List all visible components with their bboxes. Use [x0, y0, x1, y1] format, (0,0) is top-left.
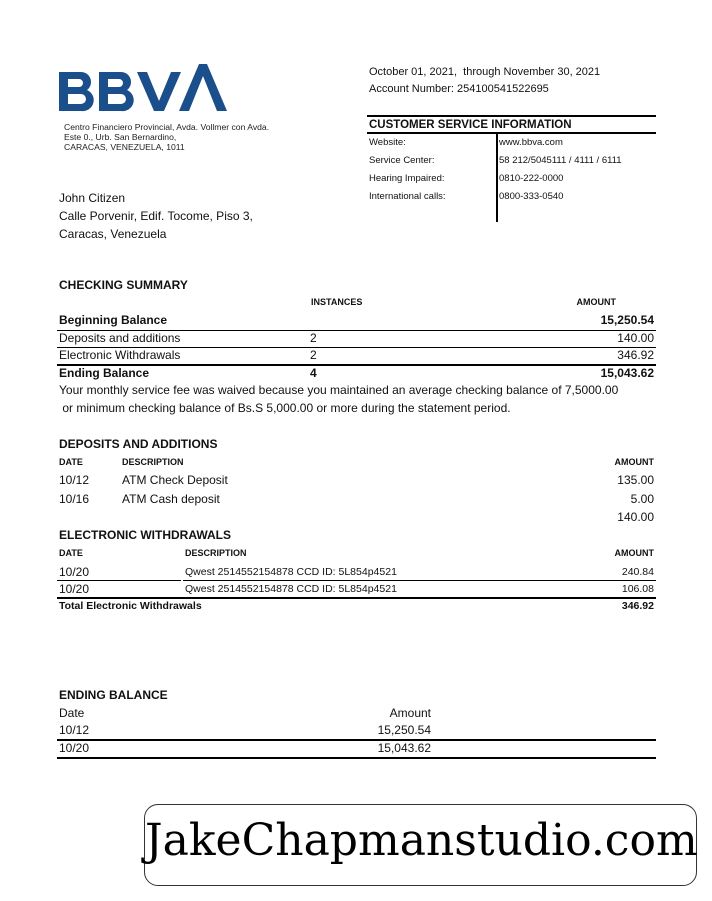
- customer-address: [59, 189, 253, 243]
- customer-service-box: [367, 115, 656, 222]
- watermark-banner: [144, 804, 697, 886]
- deposit-date: 10/12: [59, 473, 90, 487]
- deposit-amount: 135.00: [617, 473, 654, 487]
- summary-instances: 2: [310, 331, 317, 345]
- withdrawal-date: 10/20: [59, 582, 90, 596]
- col-description: DESCRIPTION: [122, 457, 184, 467]
- col-instances: INSTANCES: [311, 297, 363, 307]
- deposits-title: DEPOSITS AND ADDITIONS: [59, 437, 218, 451]
- watermark-text: JakeChapmanstudio.com: [145, 815, 698, 866]
- customer-service-title: CUSTOMER SERVICE INFORMATION: [367, 115, 656, 134]
- summary-label: Ending Balance: [59, 366, 150, 380]
- csi-row-service-center: [367, 152, 656, 170]
- csi-key: Hearing Impaired:: [369, 173, 445, 184]
- deposit-date: 10/16: [59, 492, 90, 506]
- service-fee-note: or minimum checking balance of Bs.S 5,000.00 or more during the statement period.: [59, 401, 511, 415]
- ending-balance-title: ENDING BALANCE: [59, 688, 168, 702]
- divider: [183, 580, 656, 581]
- csi-value: 0800-333-0540: [499, 191, 564, 202]
- csi-value: 0810-222-0000: [499, 173, 564, 184]
- bank-address-line: Este 0., Urb. San Bernardino,: [64, 132, 177, 142]
- withdrawals-total-label: Total Electronic Withdrawals: [59, 600, 202, 612]
- summary-label: Beginning Balance: [59, 313, 168, 327]
- csi-value: 58 212/5045111 / 4111 / 6111: [499, 155, 622, 166]
- bank-address: [64, 122, 269, 152]
- deposit-amount: 5.00: [630, 492, 654, 506]
- withdrawal-description: Qwest 2514552154878 CCD ID: 5L854p4521: [185, 583, 397, 595]
- website-link[interactable]: www.bbva.com: [499, 137, 563, 148]
- withdrawal-amount: 106.08: [621, 583, 654, 595]
- csi-key: Website:: [369, 137, 406, 148]
- balance-date: 10/12: [59, 723, 90, 737]
- bank-address-line: CARACAS, VENEZUELA, 1011: [64, 142, 185, 152]
- csi-key: Service Center:: [369, 155, 435, 166]
- col-description: DESCRIPTION: [185, 548, 247, 558]
- summary-amount: 15,250.54: [600, 313, 654, 327]
- deposit-description: ATM Cash deposit: [122, 492, 220, 506]
- summary-instances: 2: [310, 348, 317, 362]
- service-fee-note: Your monthly service fee was waived because you maintained an average checking balance of 7,5000.00: [59, 383, 619, 397]
- deposits-total: 140.00: [617, 510, 654, 524]
- balance-amount: 15,043.62: [377, 741, 431, 755]
- csi-row-website: [367, 134, 656, 152]
- customer-service-table: [367, 134, 656, 222]
- summary-amount: 140.00: [617, 331, 654, 345]
- csi-row-hearing: [367, 170, 656, 188]
- divider: [57, 597, 656, 599]
- csi-row-international: [367, 188, 656, 206]
- checking-summary-title: CHECKING SUMMARY: [59, 278, 188, 292]
- summary-row-beginning: [59, 313, 167, 327]
- divider: [57, 757, 656, 759]
- withdrawals-total: 346.92: [621, 600, 654, 612]
- balance-date: 10/20: [59, 741, 90, 755]
- summary-label: Electronic Withdrawals: [59, 348, 181, 362]
- customer-address-line: Caracas, Venezuela: [59, 227, 167, 241]
- withdrawal-date: 10/20: [59, 565, 90, 579]
- bbva-logo-mark: [57, 62, 227, 114]
- col-amount: Amount: [389, 706, 431, 720]
- summary-label: Deposits and additions: [59, 331, 181, 345]
- account-number: Account Number: 254100541522695: [369, 83, 549, 95]
- withdrawal-description: Qwest 2514552154878 CCD ID: 5L854p4521: [185, 566, 397, 578]
- col-amount: AMOUNT: [614, 457, 654, 467]
- summary-instances: 4: [310, 366, 317, 380]
- csi-key: International calls:: [369, 191, 446, 202]
- statement-header: [369, 64, 600, 98]
- col-amount: AMOUNT: [614, 548, 654, 558]
- customer-address-line: Calle Porvenir, Edif. Tocome, Piso 3,: [59, 209, 253, 223]
- withdrawals-title: ELECTRONIC WITHDRAWALS: [59, 528, 231, 542]
- balance-amount: 15,250.54: [377, 723, 431, 737]
- col-date: DATE: [59, 548, 83, 558]
- summary-amount: 15,043.62: [600, 366, 654, 380]
- divider: [57, 580, 181, 581]
- col-amount: AMOUNT: [576, 297, 616, 307]
- col-date: Date: [59, 706, 85, 720]
- customer-name: John Citizen: [59, 191, 126, 205]
- deposit-description: ATM Check Deposit: [122, 473, 228, 487]
- bank-address-line: Centro Financiero Provincial, Avda. Vollmer con Avda.: [64, 122, 270, 132]
- bbva-logo: [57, 62, 227, 114]
- statement-period: October 01, 2021, through November 30, 2021: [369, 66, 601, 78]
- col-date: DATE: [59, 457, 83, 467]
- summary-amount: 346.92: [617, 348, 654, 362]
- withdrawal-amount: 240.84: [621, 566, 654, 578]
